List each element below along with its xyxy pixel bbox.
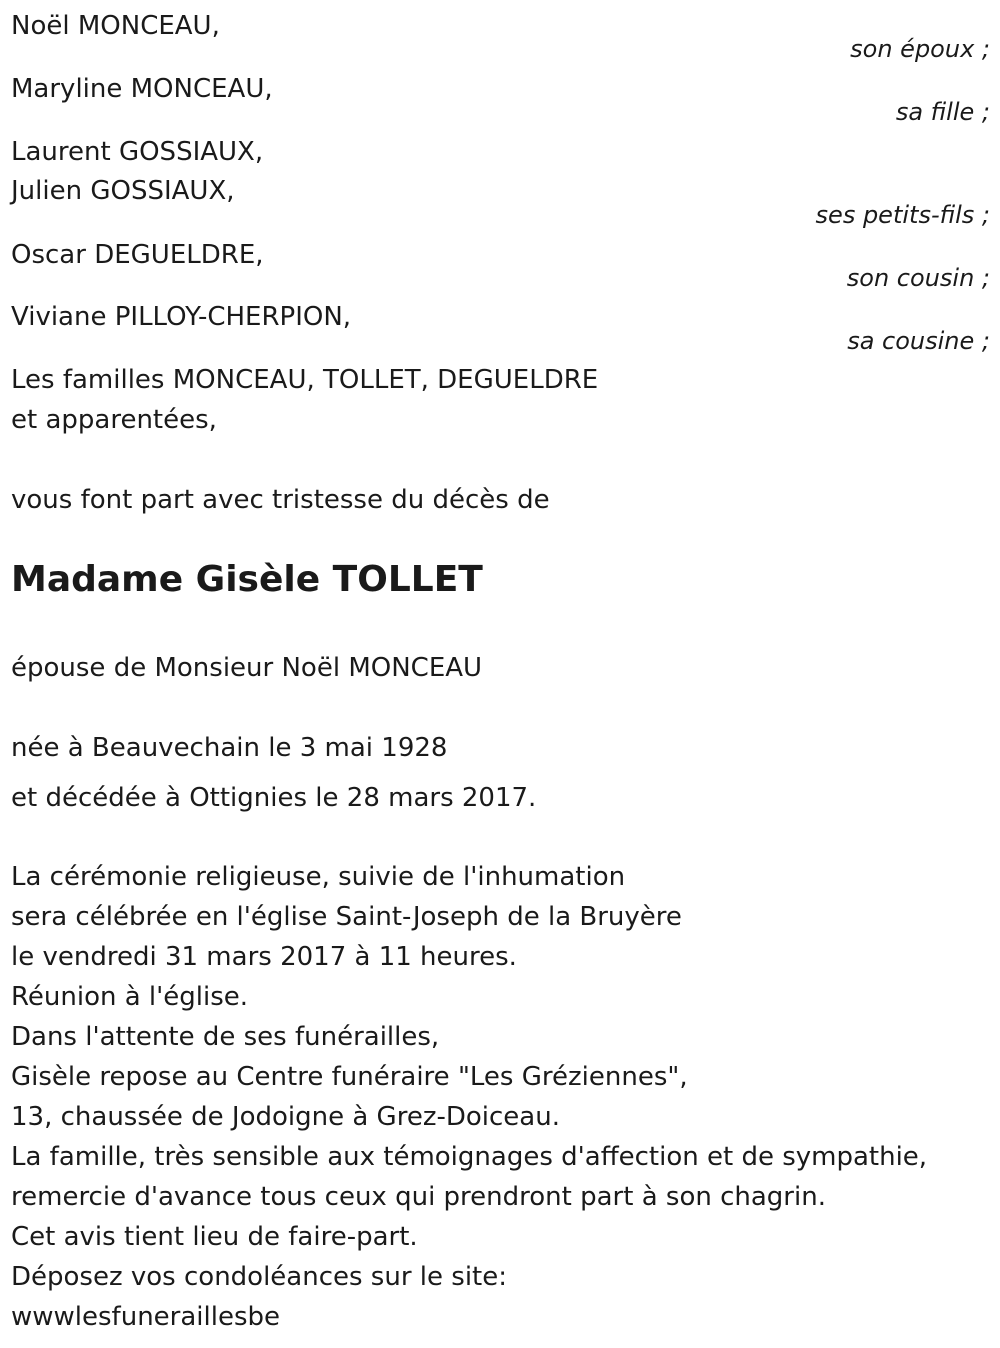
detail-line: Déposez vos condoléances sur le site: xyxy=(11,1262,507,1292)
website-text: wwwlesfuneraillesbe xyxy=(11,1302,281,1332)
family-role: son cousin ; xyxy=(846,264,990,292)
detail-line: La cérémonie religieuse, suivie de l'inhumation xyxy=(11,862,626,892)
family-name-line: et apparentées, xyxy=(11,405,217,435)
death-line: et décédée à Ottignies le 28 mars 2017. xyxy=(11,783,537,813)
family-name-line: Les familles MONCEAU, TOLLET, DEGUELDRE xyxy=(11,365,599,395)
family-name-line: Noël MONCEAU, xyxy=(11,11,220,41)
detail-line: sera célébrée en l'église Saint-Joseph de la Bruyère xyxy=(11,902,682,932)
announcement-text: vous font part avec tristesse du décès de xyxy=(11,485,550,515)
spouse-line: épouse de Monsieur Noël MONCEAU xyxy=(11,653,483,683)
detail-line: Réunion à l'église. xyxy=(11,982,249,1012)
detail-line: le vendredi 31 mars 2017 à 11 heures. xyxy=(11,942,517,972)
family-name-line: Oscar DEGUELDRE, xyxy=(11,240,264,270)
family-name-line: Julien GOSSIAUX, xyxy=(11,176,235,206)
birth-line: née à Beauvechain le 3 mai 1928 xyxy=(11,733,448,763)
detail-line: Dans l'attente de ses funérailles, xyxy=(11,1022,440,1052)
family-role: ses petits-fils ; xyxy=(815,201,990,229)
family-name-line: Maryline MONCEAU, xyxy=(11,74,273,104)
family-name-line: Laurent GOSSIAUX, xyxy=(11,137,264,167)
family-role: sa cousine ; xyxy=(847,327,990,355)
detail-line: Gisèle repose au Centre funéraire "Les Gréziennes", xyxy=(11,1062,688,1092)
detail-line: Cet avis tient lieu de faire-part. xyxy=(11,1222,418,1252)
deceased-name: Madame Gisèle TOLLET xyxy=(11,559,483,600)
family-name-line: Viviane PILLOY-CHERPION, xyxy=(11,302,352,332)
family-role: sa fille ; xyxy=(895,98,990,126)
family-role: son époux ; xyxy=(850,35,990,63)
detail-line: remercie d'avance tous ceux qui prendront part à son chagrin. xyxy=(11,1182,826,1212)
detail-line: La famille, très sensible aux témoignages d'affection et de sympathie, xyxy=(11,1142,928,1172)
detail-line: 13, chaussée de Jodoigne à Grez-Doiceau. xyxy=(11,1102,560,1132)
